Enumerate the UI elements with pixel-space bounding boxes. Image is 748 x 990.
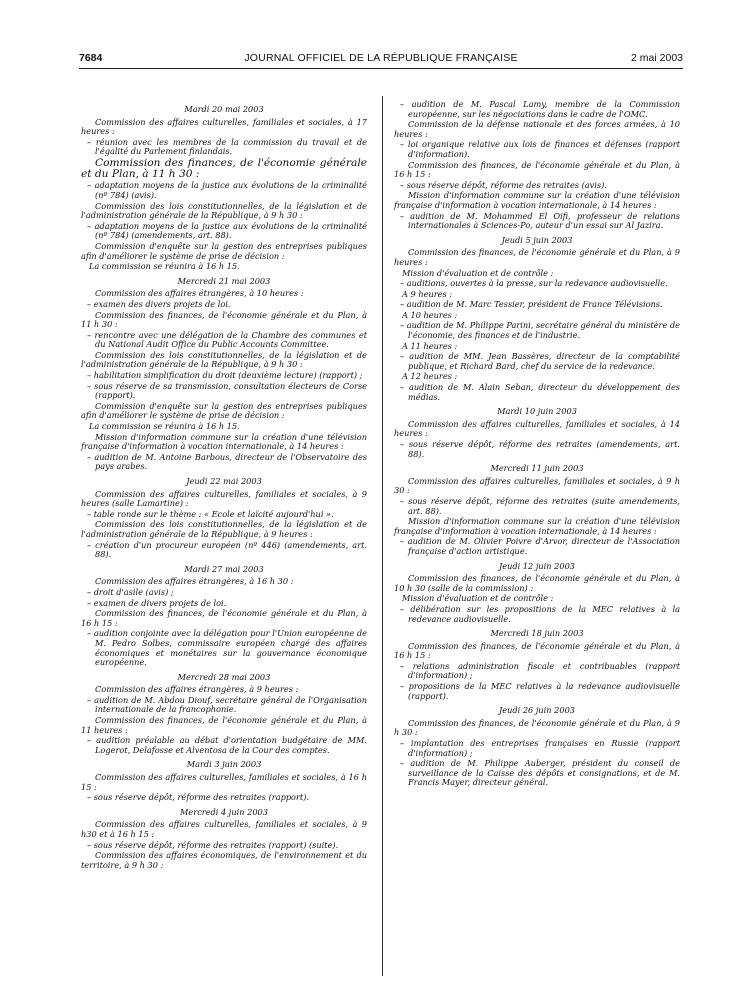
agenda-item: – délibération sur les propositions de la MEC relatives à la redevance audiovisuelle. (400, 603, 680, 624)
committee-entry: Commission des affaires culturelles, familiales et sociales, à 9 h30 et à 16 h 15 : (81, 819, 367, 839)
agenda-item: – sous réserve dépôt, réforme des retraites (avis). (400, 179, 607, 190)
session-date-heading: Jeudi 5 juin 2003 (501, 234, 573, 245)
agenda-item: – audition de M. Olivier Poivre d'Arvor, directeur de l'Association française d'action artistique. (400, 536, 680, 556)
agenda-item: – audition de M. Mohammed El Oifi, professeur de relations internationales à Sciences-Po, auteur d'un essai sur Al Jazira. (400, 210, 680, 231)
agenda-item: – audition conjointe avec la délégation pour l'Union européenne de M. Pedro Solbes, commissaire européen chargé des affaires économiques et monétaires sur la gouvernance économique européenne. (87, 628, 367, 668)
committee-entry: Mission d'information commune sur la création d'une télévision française d'information à vocation internationale, à 14 heures : (394, 190, 680, 210)
session-date-heading: Mercredi 21 mai 2003 (177, 275, 271, 286)
committee-entry: Commission des lois constitutionnelles, de la législation et de l'administration générale de la République, à 9 h 30 : (81, 200, 367, 221)
committee-entry: Commission des lois constitutionnelles, de la législation et de l'administration générale de la République, à 9 h 30 : (81, 349, 367, 370)
column-divider (382, 96, 383, 976)
committee-entry: Commission d'enquête sur la gestion des entreprises publiques afin d'améliorer le système de prise de décision : (81, 400, 367, 421)
committee-entry: Commission des lois constitutionnelles, de la législation et de l'administration générale de la République, à 9 heures : (81, 519, 367, 539)
session-date-heading: Mercredi 18 juin 2003 (490, 628, 584, 639)
committee-entry: Commission des affaires culturelles, familiales et sociales, à 16 h 15 : (81, 772, 367, 792)
right-column (394, 100, 680, 789)
agenda-item: – sous réserve dépôt, réforme des retraites (amendements, art. 88). (400, 439, 680, 459)
committee-entry: Commission des finances, de l'économie générale et du Plan, à 16 h 15 : (394, 640, 680, 661)
committee-entry: Commission des affaires économiques, de l'environnement et du territoire, à 9 h 30 : (81, 850, 367, 870)
committee-entry: Commission des finances, de l'économie générale et du Plan, à 11 h 30 : (81, 309, 367, 330)
issue-date: 2 mai 2003 (631, 52, 683, 64)
committee-entry: Mission d'information commune sur la création d'une télévision française d'information à vocation internationale, à 14 heures : (394, 516, 680, 536)
committee-entry: Commission des affaires étrangères, à 16 h 30 : (95, 576, 294, 587)
agenda-item: – propositions de la MEC relatives à la redevance audiovisuelle (rapport). (400, 681, 680, 701)
agenda-note: A 10 heures : (402, 309, 458, 320)
agenda-item: – audition de M. Marc Tessier, président de France Télévisions. (400, 299, 663, 310)
session-date-heading: Mardi 10 juin 2003 (497, 406, 577, 417)
agenda-item: – audition de M. Antoine Barbous, directeur de l'Observatoire des pays arabes. (87, 451, 367, 472)
session-date-heading: Jeudi 12 juin 2003 (498, 560, 576, 571)
agenda-item: – audition de M. Philippe Auberger, président du conseil de surveillance de la Caisse des dépôts et consignations, et de M. Francis Mayer, directeur général. (400, 758, 680, 788)
agenda-item: – loi organique relative aux lois de finances et défenses (rapport d'information). (400, 139, 680, 159)
header-rule (79, 68, 683, 69)
agenda-item: – réunion avec les membres de la commission du travail et de l'égalité du Parlement finlandais. (87, 136, 367, 157)
agenda-item: – audition de M. Philippe Parini, secrétaire général du ministère de l'économie, des finances et de l'industrie. (400, 320, 680, 341)
agenda-item: – sous réserve dépôt, réforme des retraites (rapport) (suite). (87, 839, 339, 850)
committee-entry: Commission des affaires culturelles, familiales et sociales, à 14 heures : (394, 418, 680, 439)
session-date-heading: Mercredi 11 juin 2003 (490, 463, 584, 474)
agenda-item: – audition de M. Alain Seban, directeur du développement des médias. (400, 382, 680, 402)
agenda-item: – audition de MM. Jean Bassères, directeur de la comptabilité publique, et Richard Bard, chef du service de la redevance. (400, 351, 680, 371)
agenda-item: – sous réserve de sa transmission, consultation électeurs de Corse (rapport). (87, 380, 367, 401)
agenda-item: – table ronde sur le thème : « Ecole et laïcité aujourd'hui ». (87, 508, 334, 519)
journal-title: JOURNAL OFFICIEL DE LA RÉPUBLIQUE FRANÇAISE (244, 52, 518, 64)
agenda-item: – droit d'asile (avis) ; (87, 586, 174, 597)
agenda-note: La commission se réunira à 16 h 15. (89, 421, 240, 432)
committee-entry: Commission d'enquête sur la gestion des entreprises publiques afin d'améliorer le système de prise de décision : (81, 240, 367, 261)
agenda-item: – rencontre avec une délégation de la Chambre des communes et du National Audit Office du Public Accounts Committee. (87, 329, 367, 350)
agenda-item: – audition préalable au débat d'orientation budgétaire de MM. Logerot, Delafosse et Alventosa de la Cour des comptes. (87, 735, 367, 755)
committee-entry: Commission de la défense nationale et des forces armées, à 10 heures : (394, 119, 680, 139)
committee-entry: Commission des finances, de l'économie générale et du Plan, à 10 h 30 (salle de la commission) : (394, 573, 680, 593)
agenda-item: – examen des divers projets de loi. (87, 298, 231, 309)
session-date-heading: Mardi 20 mai 2003 (184, 104, 264, 114)
committee-entry: Commission des finances, de l'économie générale et du Plan, à 16 h 15 : (81, 608, 367, 628)
left-column (81, 100, 367, 871)
agenda-item: – sous réserve dépôt, réforme des retraites (rapport). (87, 792, 309, 803)
session-date-heading: Jeudi 26 juin 2003 (498, 705, 576, 716)
committee-entry: Commission des finances, de l'économie générale et du Plan, à 9 heures : (394, 247, 680, 267)
committee-entry: Commission des affaires culturelles, familiales et sociales, à 9 h 30 : (394, 475, 680, 496)
session-date-heading: Mercredi 28 mai 2003 (177, 671, 271, 682)
committee-entry: Mission d'information commune sur la création d'une télévision française d'information à vocation internationale, à 14 heures : (81, 431, 367, 452)
agenda-note: Mission d'évaluation et de contrôle : (402, 267, 554, 278)
session-date-heading: Mardi 3 juin 2003 (186, 759, 262, 770)
agenda-note: Mission d'évaluation et de contrôle : (402, 593, 554, 604)
committee-entry: Commission des finances, de l'économie générale et du Plan, à 9 h 30 : (394, 717, 680, 738)
committee-entry: Commission des affaires étrangères, à 9 heures : (95, 684, 299, 695)
agenda-item: – relations administration fiscale et contribuables (rapport d'information) ; (400, 660, 680, 681)
agenda-note: La commission se réunira à 16 h 15. (89, 261, 240, 272)
session-date-heading: Mardi 27 mai 2003 (184, 563, 264, 574)
session-date-heading: Mercredi 4 juin 2003 (180, 806, 268, 817)
committee-entry: Commission des finances, de l'économie générale et du Plan, à 11 h 30 : (81, 156, 367, 181)
agenda-note: A 9 heures : (402, 288, 453, 299)
committee-entry: Commission des affaires culturelles, familiales et sociales, à 17 heures : (81, 116, 367, 137)
session-date-heading: Jeudi 22 mai 2003 (186, 476, 262, 486)
committee-entry: Commission des affaires culturelles, familiales et sociales, à 9 heures (salle Lamartine) : (81, 488, 367, 509)
agenda-item: – audition de M. Pascal Lamy, membre de la Commission européenne, sur les négociations dans le cadre de l'OMC. (400, 99, 680, 119)
page-header (79, 52, 683, 68)
committee-entry: Commission des finances, de l'économie générale et du Plan, à 16 h 15 : (394, 159, 680, 180)
agenda-item: – adaptation moyens de la justice aux évolutions de la criminalité (nº 784) (avis). (87, 180, 367, 200)
page-number: 7684 (79, 52, 103, 64)
agenda-item: – création d'un procureur européen (nº 446) (amendements, art. 88). (87, 539, 367, 560)
committee-entry: Commission des affaires étrangères, à 10 heures : (95, 288, 304, 299)
agenda-note: A 12 heures : (402, 371, 458, 382)
agenda-note: A 11 heures : (402, 340, 458, 351)
agenda-item: – habilitation simplification du droit (deuxième lecture) (rapport) ; (87, 370, 363, 381)
committee-entry: Commission des finances, de l'économie générale et du Plan, à 11 heures : (81, 715, 367, 735)
agenda-item: – audition de M. Abdou Diouf, secrétaire général de l'Organisation internationale de la francophonie. (87, 694, 367, 715)
agenda-item: – examen de divers projets de loi. (87, 597, 227, 608)
agenda-item: – adaptation moyens de la justice aux évolutions de la criminalité (nº 784) (amendements, art. 88). (87, 220, 367, 241)
agenda-item: – sous réserve dépôt, réforme des retraites (suite amendements, art. 88). (400, 495, 680, 516)
agenda-item: – auditions, ouvertes à la presse, sur la redevance audiovisuelle. (400, 278, 668, 289)
agenda-item: – implantation des entreprises françaises en Russie (rapport d'information) ; (400, 738, 680, 758)
